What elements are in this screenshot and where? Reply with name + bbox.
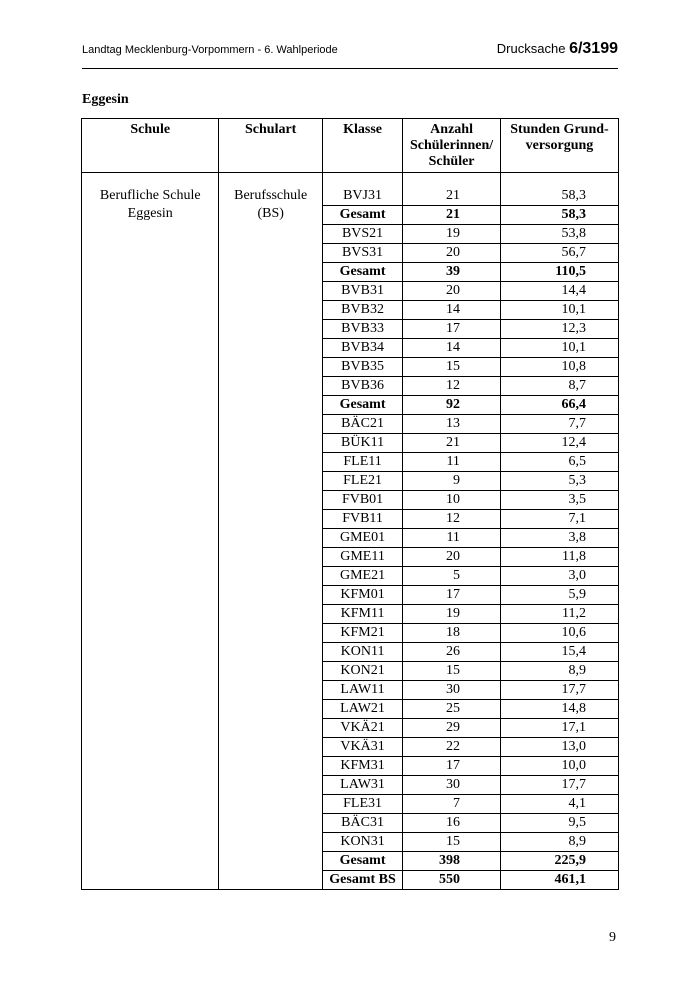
header-title: Landtag Mecklenburg-Vorpommern - 6. Wahlperiode — [82, 44, 338, 56]
cell-anzahl: 11 — [403, 529, 501, 548]
header-stunden: Stunden Grund- versorgung — [500, 119, 618, 173]
cell-klasse: KON11 — [322, 643, 402, 662]
cell-klasse: Gesamt — [322, 206, 402, 225]
cell-anzahl: 15 — [403, 833, 501, 852]
cell-anzahl: 11 — [403, 453, 501, 472]
cell-anzahl: 25 — [403, 700, 501, 719]
cell-anzahl: 5 — [403, 567, 501, 586]
school-table — [81, 118, 619, 890]
cell-klasse: Gesamt — [322, 263, 402, 282]
cell-stunden: 4,1 — [500, 795, 618, 814]
cell-anzahl: 20 — [403, 244, 501, 263]
cell-stunden: 17,7 — [500, 776, 618, 795]
cell-stunden: 3,8 — [500, 529, 618, 548]
cell-stunden: 13,0 — [500, 738, 618, 757]
cell-klasse: BÄC21 — [322, 415, 402, 434]
cell-klasse: BVB32 — [322, 301, 402, 320]
table-spacer-row — [82, 173, 619, 188]
cell-klasse: BVB34 — [322, 339, 402, 358]
cell-stunden: 12,3 — [500, 320, 618, 339]
cell-klasse: KFM31 — [322, 757, 402, 776]
cell-anzahl: 17 — [403, 320, 501, 339]
cell-klasse: FLE11 — [322, 453, 402, 472]
cell-stunden: 12,4 — [500, 434, 618, 453]
cell-anzahl: 15 — [403, 662, 501, 681]
cell-anzahl: 21 — [403, 206, 501, 225]
cell-stunden: 10,6 — [500, 624, 618, 643]
cell-stunden: 7,7 — [500, 415, 618, 434]
document-number — [497, 40, 618, 58]
cell-anzahl: 14 — [403, 339, 501, 358]
cell-klasse: FLE31 — [322, 795, 402, 814]
cell-stunden: 461,1 — [500, 871, 618, 890]
cell-anzahl: 14 — [403, 301, 501, 320]
cell-stunden: 110,5 — [500, 263, 618, 282]
cell-klasse: VKÄ31 — [322, 738, 402, 757]
cell-klasse: Gesamt BS — [322, 871, 402, 890]
cell-anzahl: 10 — [403, 491, 501, 510]
cell-stunden: 10,8 — [500, 358, 618, 377]
cell-klasse: BVB36 — [322, 377, 402, 396]
cell-klasse: BVB33 — [322, 320, 402, 339]
cell-stunden: 10,0 — [500, 757, 618, 776]
cell-stunden: 11,2 — [500, 605, 618, 624]
header-schule: Schule — [82, 119, 219, 173]
header-klasse: Klasse — [322, 119, 402, 173]
cell-anzahl: 26 — [403, 643, 501, 662]
cell-klasse: KON31 — [322, 833, 402, 852]
cell-klasse: BVB31 — [322, 282, 402, 301]
cell-stunden: 8,9 — [500, 662, 618, 681]
cell-klasse: KFM01 — [322, 586, 402, 605]
cell-stunden: 66,4 — [500, 396, 618, 415]
cell-klasse: KFM11 — [322, 605, 402, 624]
cell-stunden: 5,9 — [500, 586, 618, 605]
cell-klasse: BVS31 — [322, 244, 402, 263]
cell-anzahl: 20 — [403, 282, 501, 301]
cell-stunden: 3,5 — [500, 491, 618, 510]
cell-anzahl: 21 — [403, 187, 501, 206]
document-number-value: 6/3199 — [569, 40, 618, 57]
cell-stunden: 9,5 — [500, 814, 618, 833]
cell-anzahl: 398 — [403, 852, 501, 871]
cell-klasse: BVS21 — [322, 225, 402, 244]
cell-stunden: 14,8 — [500, 700, 618, 719]
header-schulart: Schulart — [219, 119, 322, 173]
cell-klasse: BVB35 — [322, 358, 402, 377]
cell-anzahl: 92 — [403, 396, 501, 415]
cell-anzahl: 22 — [403, 738, 501, 757]
cell-stunden: 53,8 — [500, 225, 618, 244]
table-body — [82, 173, 619, 890]
cell-klasse: LAW11 — [322, 681, 402, 700]
cell-klasse: FLE21 — [322, 472, 402, 491]
cell-klasse: LAW31 — [322, 776, 402, 795]
cell-klasse: LAW21 — [322, 700, 402, 719]
cell-anzahl: 30 — [403, 776, 501, 795]
cell-klasse: KON21 — [322, 662, 402, 681]
cell-schulart: Berufsschule (BS) — [219, 187, 322, 890]
cell-stunden: 6,5 — [500, 453, 618, 472]
header-divider — [82, 68, 618, 69]
cell-anzahl: 13 — [403, 415, 501, 434]
cell-anzahl: 9 — [403, 472, 501, 491]
cell-stunden: 17,1 — [500, 719, 618, 738]
table-row — [82, 187, 619, 206]
cell-klasse: Gesamt — [322, 852, 402, 871]
cell-anzahl: 550 — [403, 871, 501, 890]
cell-schule: Berufliche Schule Eggesin — [82, 187, 219, 890]
cell-stunden: 8,7 — [500, 377, 618, 396]
cell-klasse: GME01 — [322, 529, 402, 548]
cell-stunden: 225,9 — [500, 852, 618, 871]
cell-klasse: FVB01 — [322, 491, 402, 510]
cell-stunden: 3,0 — [500, 567, 618, 586]
cell-anzahl: 15 — [403, 358, 501, 377]
cell-anzahl: 20 — [403, 548, 501, 567]
cell-anzahl: 16 — [403, 814, 501, 833]
cell-klasse: BÄC31 — [322, 814, 402, 833]
cell-anzahl: 19 — [403, 225, 501, 244]
cell-klasse: VKÄ21 — [322, 719, 402, 738]
cell-klasse: Gesamt — [322, 396, 402, 415]
cell-stunden: 15,4 — [500, 643, 618, 662]
cell-anzahl: 19 — [403, 605, 501, 624]
cell-anzahl: 12 — [403, 510, 501, 529]
cell-klasse: GME11 — [322, 548, 402, 567]
cell-stunden: 10,1 — [500, 339, 618, 358]
cell-stunden: 17,7 — [500, 681, 618, 700]
cell-anzahl: 17 — [403, 586, 501, 605]
section-title: Eggesin — [82, 92, 129, 107]
cell-stunden: 56,7 — [500, 244, 618, 263]
cell-stunden: 7,1 — [500, 510, 618, 529]
table-header-row — [82, 119, 619, 173]
cell-anzahl: 18 — [403, 624, 501, 643]
document-number-label: Drucksache — [496, 41, 566, 56]
cell-stunden: 58,3 — [500, 187, 618, 206]
cell-stunden: 5,3 — [500, 472, 618, 491]
cell-anzahl: 30 — [403, 681, 501, 700]
cell-anzahl: 39 — [403, 263, 501, 282]
cell-klasse: BÜK11 — [322, 434, 402, 453]
header-anzahl: Anzahl Schülerinnen/ Schüler — [403, 119, 501, 173]
cell-anzahl: 17 — [403, 757, 501, 776]
cell-anzahl: 21 — [403, 434, 501, 453]
cell-stunden: 11,8 — [500, 548, 618, 567]
cell-anzahl: 12 — [403, 377, 501, 396]
cell-klasse: KFM21 — [322, 624, 402, 643]
cell-anzahl: 29 — [403, 719, 501, 738]
cell-stunden: 14,4 — [500, 282, 618, 301]
cell-klasse: BVJ31 — [322, 187, 402, 206]
cell-anzahl: 7 — [403, 795, 501, 814]
cell-stunden: 10,1 — [500, 301, 618, 320]
cell-stunden: 58,3 — [500, 206, 618, 225]
cell-klasse: FVB11 — [322, 510, 402, 529]
page-number: 9 — [609, 930, 616, 945]
cell-klasse: GME21 — [322, 567, 402, 586]
cell-stunden: 8,9 — [500, 833, 618, 852]
